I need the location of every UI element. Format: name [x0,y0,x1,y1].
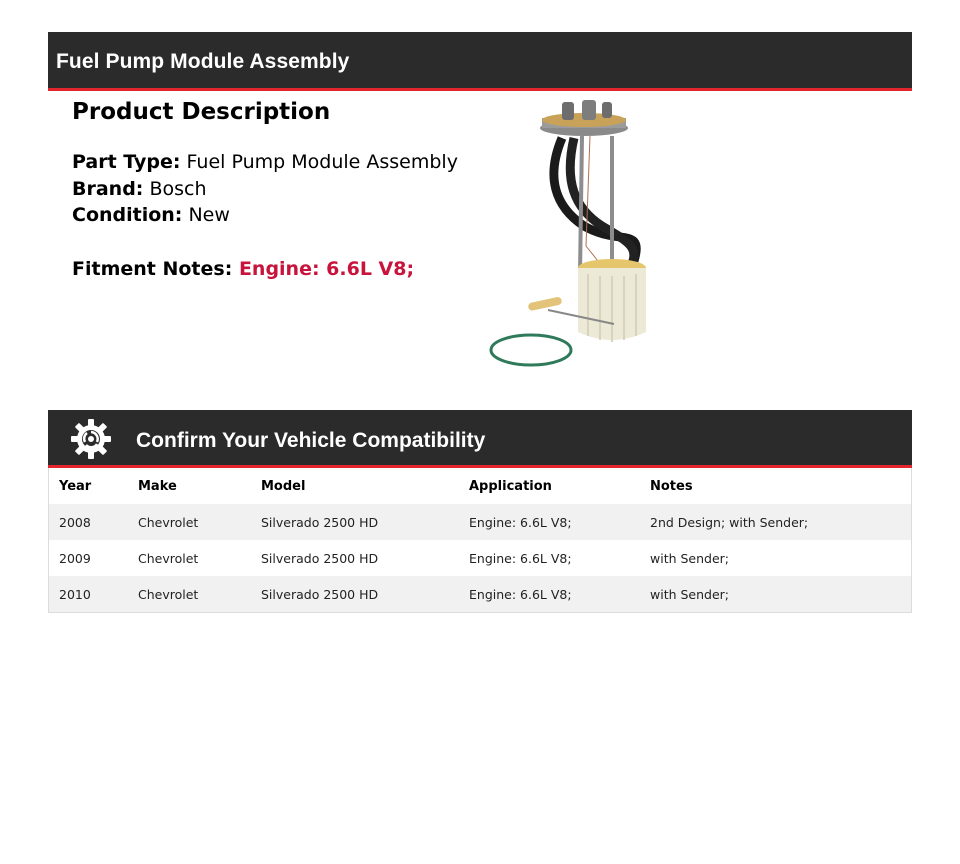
table-row [49,576,912,613]
cell-model: Silverado 2500 HD [251,576,459,613]
spec-condition [72,202,492,229]
table-header-row [49,468,912,504]
cell-year: 2008 [49,504,129,540]
fitment-notes [72,256,492,282]
column-header-year: Year [49,468,129,504]
spec-value: New [188,204,230,226]
column-header-model: Model [251,468,459,504]
cell-make: Chevrolet [128,504,251,540]
cell-model: Silverado 2500 HD [251,504,459,540]
spec-label: Part Type: [72,151,181,173]
column-header-application: Application [459,468,640,504]
cell-notes: with Sender; [640,576,912,613]
gear-icon [70,418,112,460]
spec-brand [72,176,492,203]
cell-notes: 2nd Design; with Sender; [640,504,912,540]
cell-notes: with Sender; [640,540,912,576]
fitment-label: Fitment Notes: [72,257,233,280]
compatibility-title: Confirm Your Vehicle Compatibility [136,429,486,452]
product-description [72,97,492,282]
fitment-value: Engine: 6.6L V8; [238,257,415,280]
cell-model: Silverado 2500 HD [251,540,459,576]
fuel-pump-module-image [484,96,664,372]
cell-year: 2009 [49,540,129,576]
column-header-make: Make [128,468,251,504]
compatibility-table [48,468,912,613]
cell-application: Engine: 6.6L V8; [459,504,640,540]
cell-make: Chevrolet [128,540,251,576]
spec-label: Condition: [72,204,183,226]
spec-value: Bosch [149,177,207,200]
product-title: Fuel Pump Module Assembly [56,50,350,73]
spec-value: Fuel Pump Module Assembly [186,151,458,173]
cell-application: Engine: 6.6L V8; [459,540,640,576]
product-title-bar [48,32,912,91]
table-row [49,540,912,576]
spec-part-type [72,149,492,176]
cell-year: 2010 [49,576,129,613]
compatibility-bar [48,410,912,468]
column-header-notes: Notes [640,468,912,504]
spec-label: Brand: [72,177,144,200]
cell-application: Engine: 6.6L V8; [459,576,640,613]
description-heading: Product Description [72,99,331,125]
cell-make: Chevrolet [128,576,251,613]
spec-list [72,149,492,229]
table-row [49,504,912,540]
